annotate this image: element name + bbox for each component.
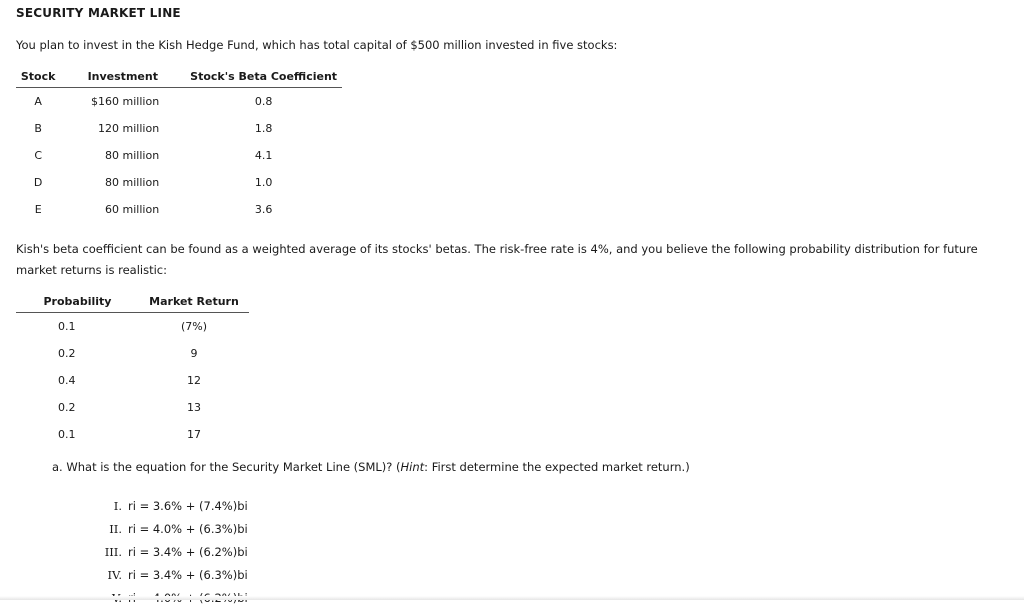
investment-cell: 80 million: [105, 149, 160, 162]
option-numeral: III.: [104, 544, 122, 559]
table-row: [16, 115, 342, 142]
option-2[interactable]: [98, 517, 248, 540]
probability-cell: 0.2: [58, 347, 76, 360]
prob-table-header-row: [16, 291, 249, 313]
header-market-return: Market Return: [139, 291, 249, 313]
bottom-edge: [0, 596, 1024, 600]
stock-cell: B: [34, 122, 42, 135]
beta-cell: 0.8: [254, 95, 273, 108]
stock-cell: C: [34, 149, 43, 162]
intro-text: You plan to invest in the Kish Hedge Fund, which has total capital of $500 million invested in five stocks:: [16, 38, 618, 52]
market-return-cell: (7%): [180, 320, 207, 333]
investment-cell: $160 million: [91, 95, 160, 108]
table-row: [16, 421, 249, 448]
market-return-cell: 13: [186, 401, 201, 414]
probability-table: [16, 291, 249, 448]
probability-cell: 0.1: [58, 320, 76, 333]
investment-cell: 80 million: [105, 176, 160, 189]
probability-cell: 0.1: [58, 428, 76, 441]
page-title: SECURITY MARKET LINE: [16, 6, 181, 20]
market-return-cell: 17: [186, 428, 201, 441]
question-a: [52, 460, 690, 474]
investment-cell: 60 million: [105, 203, 160, 216]
answer-options: [98, 494, 248, 609]
header-probability: Probability: [16, 291, 139, 313]
option-numeral: II.: [109, 521, 122, 536]
market-return-cell: 12: [186, 374, 201, 387]
option-text: ri = 3.6% + (7.4%)bi: [128, 498, 248, 513]
stock-table-header-row: [16, 66, 342, 88]
hint-label: Hint: [400, 460, 425, 474]
stock-cell: A: [34, 95, 42, 108]
stock-cell: E: [34, 203, 42, 216]
beta-cell: 1.0: [254, 176, 273, 189]
option-3[interactable]: [98, 540, 248, 563]
stock-cell: D: [33, 176, 43, 189]
option-text: ri = 3.4% + (6.2%)bi: [128, 544, 248, 559]
investment-cell: 120 million: [98, 122, 160, 135]
header-investment: Investment: [60, 66, 185, 88]
table-row: [16, 340, 249, 367]
option-4[interactable]: [98, 563, 248, 586]
option-numeral: I.: [113, 498, 122, 513]
header-beta: Stock's Beta Coefficient: [185, 66, 342, 88]
table-row: [16, 142, 342, 169]
description-paragraph: Kish's beta coefficient can be found as a weighted average of its stocks' betas. The risk-free rate is 4%, and you believe the following probability distribution for future market returns is realistic:: [16, 242, 978, 277]
table-row: [16, 367, 249, 394]
option-1[interactable]: [98, 494, 248, 517]
market-return-cell: 9: [190, 347, 198, 360]
header-stock: Stock: [16, 66, 60, 88]
table-row: [16, 169, 342, 196]
option-text: ri = 4.0% + (6.3%)bi: [128, 521, 248, 536]
beta-cell: 3.6: [254, 203, 273, 216]
hint-text: : First determine the expected market return.): [424, 460, 690, 474]
table-row: [16, 88, 342, 116]
table-row: [16, 394, 249, 421]
option-numeral: IV.: [107, 567, 122, 582]
question-prefix: a. What is the equation for the Security Market Line (SML)? (: [52, 460, 401, 474]
table-row: [16, 313, 249, 341]
probability-cell: 0.4: [58, 374, 76, 387]
table-row: [16, 196, 342, 223]
beta-cell: 1.8: [254, 122, 273, 135]
probability-cell: 0.2: [58, 401, 76, 414]
stock-table: [16, 66, 342, 223]
beta-cell: 4.1: [254, 149, 273, 162]
option-text: ri = 3.4% + (6.3%)bi: [128, 567, 248, 582]
